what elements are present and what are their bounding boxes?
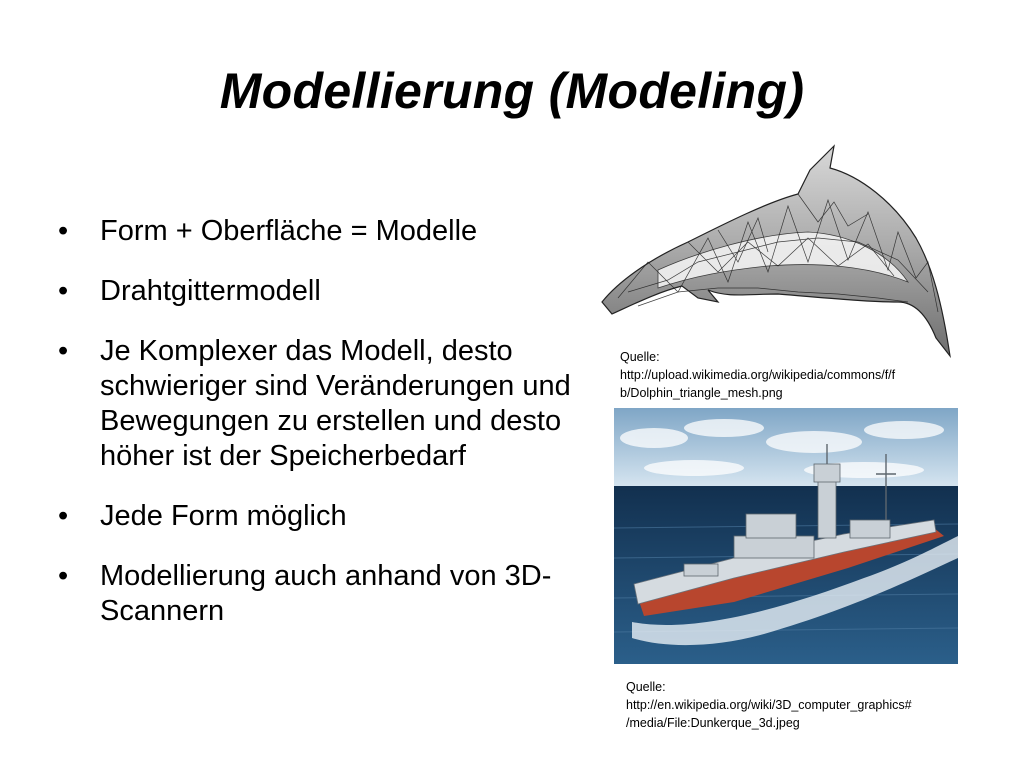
bullet-list: [58, 214, 598, 654]
battleship-render-image: [614, 408, 958, 664]
bullet-item: [58, 274, 598, 309]
bullet-text: Form + Oberfläche = Modelle: [100, 215, 478, 247]
bullet-dot: •: [58, 215, 69, 247]
bullet-text: Modellierung auch anhand von 3D-Scannern: [100, 560, 552, 627]
bullet-dot: •: [58, 500, 69, 532]
caption-label: Quelle:: [620, 350, 660, 364]
caption-url-line: http://en.wikipedia.org/wiki/3D_computer_graphics#: [626, 698, 912, 712]
bullet-text: Drahtgittermodell: [100, 275, 321, 307]
caption-url-line: http://upload.wikimedia.org/wikipedia/commons/f/f: [620, 368, 896, 382]
slide-title: Modellierung (Modeling): [219, 63, 805, 119]
bullet-item: [58, 559, 598, 629]
caption-url-line: b/Dolphin_triangle_mesh.png: [620, 386, 783, 400]
bullet-text: Je Komplexer das Modell, desto schwieriger sind Veränderungen und Bewegungen zu erstellen und desto höher ist der Speicherbedarf: [100, 335, 571, 472]
dolphin-caption: [620, 348, 895, 402]
caption-url-line: /media/File:Dunkerque_3d.jpeg: [626, 716, 800, 730]
bullet-dot: •: [58, 560, 69, 592]
bullet-dot: •: [58, 275, 69, 307]
dolphin-mesh-image: [598, 142, 954, 362]
bullet-item: [58, 499, 598, 534]
bullet-item: [58, 214, 598, 249]
bullet-dot: •: [58, 335, 69, 367]
ship-caption: [626, 678, 912, 732]
caption-label: Quelle:: [626, 680, 666, 694]
bullet-text: Jede Form möglich: [100, 500, 347, 532]
bullet-item: [58, 334, 598, 474]
